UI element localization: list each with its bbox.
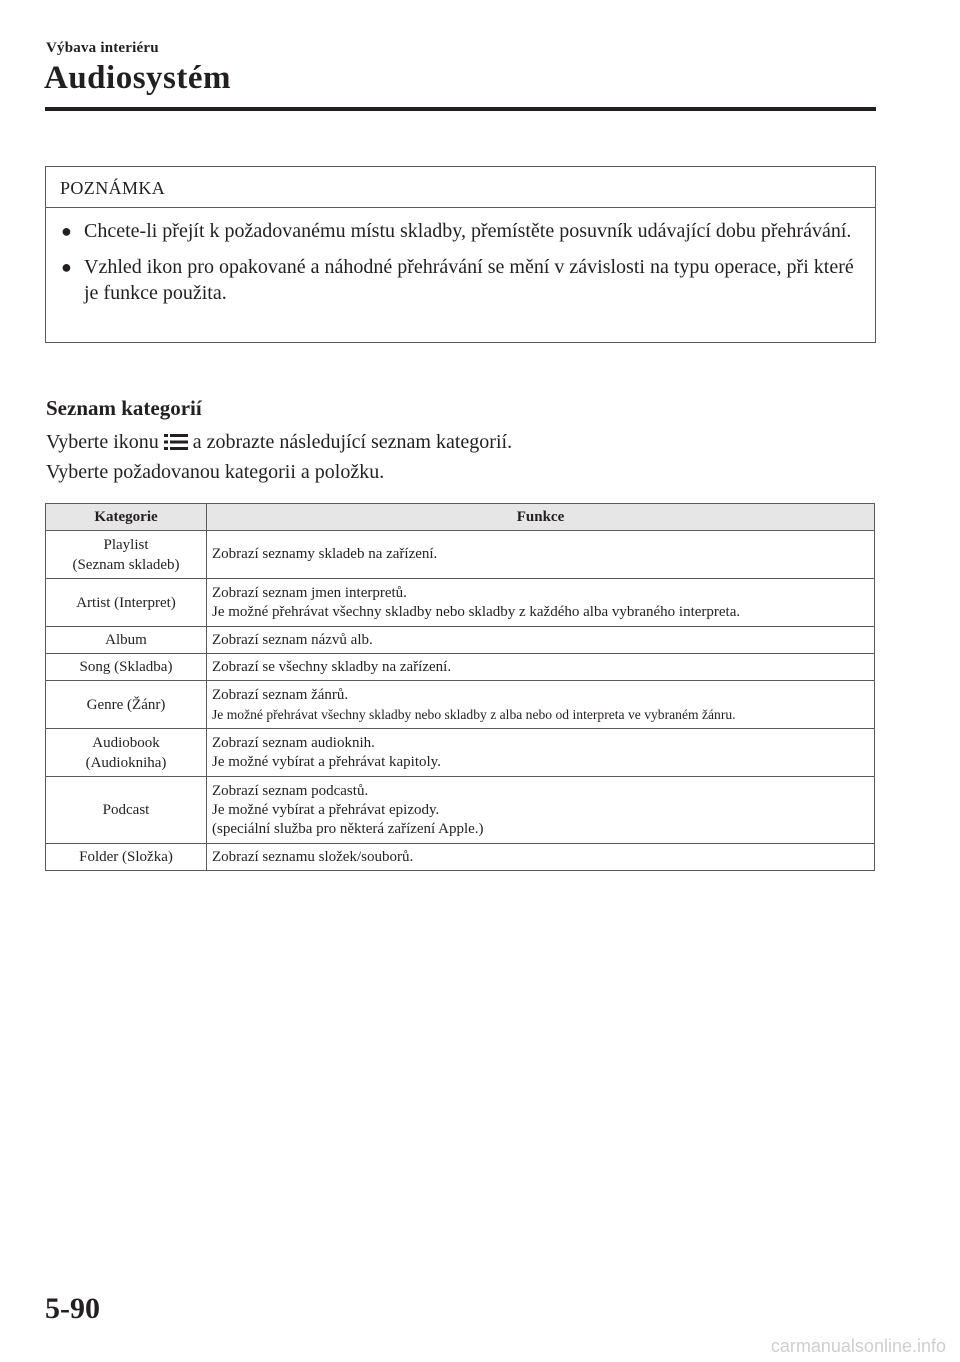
watermark: carmanualsonline.info xyxy=(770,1336,946,1356)
categories-intro xyxy=(46,429,866,486)
list-icon xyxy=(163,432,189,459)
note-item-text: Vzhled ikon pro opakované a náhodné přehrávání se mění v závislosti na typu operace, při které je funkce použita. xyxy=(84,256,854,304)
page-number: 5-90 xyxy=(45,1292,100,1325)
note-list xyxy=(46,218,875,306)
function-line: Zobrazí seznam audioknih. xyxy=(212,734,375,751)
function-cell xyxy=(207,844,875,871)
header-kategorie: Kategorie xyxy=(46,504,207,531)
category-line: Folder (Složka) xyxy=(79,849,173,865)
table-header-row xyxy=(46,504,875,531)
function-line: Je možné vybírat a přehrávat epizody. xyxy=(212,801,440,818)
category-line: Genre (Žánr) xyxy=(86,696,166,713)
category-line: Song (Skladba) xyxy=(79,659,173,675)
function-line: Zobrazí seznamu složek/souborů. xyxy=(212,848,414,865)
function-line: Je možné vybírat a přehrávat kapitoly. xyxy=(212,753,441,770)
intro-line-1 xyxy=(46,429,866,459)
intro-text-before-icon: Vyberte ikonu xyxy=(46,431,159,453)
table-row xyxy=(46,579,875,627)
note-header: POZNÁMKA xyxy=(46,167,875,208)
intro-line-2: Vyberte požadovanou kategorii a položku. xyxy=(46,461,385,483)
function-line: Zobrazí seznamy skladeb na zařízení. xyxy=(212,546,438,562)
note-item xyxy=(46,218,875,244)
category-line: (Seznam skladeb) xyxy=(72,556,180,573)
category-line: Audiobook xyxy=(92,734,160,751)
categories-table xyxy=(45,503,875,871)
function-line: Zobrazí seznam žánrů. xyxy=(212,686,349,703)
category-cell xyxy=(46,777,207,844)
function-cell xyxy=(207,777,875,844)
category-cell xyxy=(46,654,207,681)
table-row xyxy=(46,627,875,654)
category-line: Playlist xyxy=(103,536,149,553)
function-cell xyxy=(207,681,875,729)
function-line: Zobrazí seznam podcastů. xyxy=(212,782,369,799)
bullet-icon: ● xyxy=(61,257,72,277)
category-cell xyxy=(46,729,207,777)
category-cell xyxy=(46,681,207,729)
function-line: Zobrazí se všechny skladby na zařízení. xyxy=(212,658,452,675)
category-line: Podcast xyxy=(102,802,150,818)
table-row xyxy=(46,681,875,729)
note-item xyxy=(46,254,875,306)
categories-heading: Seznam kategorií xyxy=(46,396,202,420)
category-cell xyxy=(46,844,207,871)
table-row xyxy=(46,777,875,844)
category-line: Album xyxy=(105,632,147,648)
category-line: Artist (Interpret) xyxy=(76,594,176,611)
function-line: Je možné přehrávat všechny skladby nebo skladby z každého alba vybraného interpreta. xyxy=(212,603,741,620)
intro-text-after-icon: a zobrazte následující seznam kategorií. xyxy=(192,431,513,453)
function-line: Je možné přehrávat všechny skladby nebo skladby z alba nebo od interpreta ve vybraném žánru. xyxy=(212,706,736,722)
function-cell xyxy=(207,654,875,681)
category-cell xyxy=(46,531,207,579)
function-line: (speciální služba pro některá zařízení Apple.) xyxy=(212,820,484,837)
table-row xyxy=(46,654,875,681)
page-title: Audiosystém xyxy=(44,60,232,96)
function-cell xyxy=(207,531,875,579)
table-row xyxy=(46,531,875,579)
table-row xyxy=(46,729,875,777)
function-line: Zobrazí seznam jmen interpretů. xyxy=(212,584,407,601)
category-cell xyxy=(46,579,207,627)
function-cell xyxy=(207,579,875,627)
note-box xyxy=(45,166,876,343)
bullet-icon: ● xyxy=(61,221,72,241)
function-cell xyxy=(207,729,875,777)
function-cell xyxy=(207,627,875,654)
title-rule xyxy=(45,107,876,111)
header-funkce: Funkce xyxy=(207,504,875,531)
note-item-text: Chcete-li přejít k požadovanému místu skladby, přemístěte posuvník udávající dobu přehrávání. xyxy=(84,220,852,242)
category-cell xyxy=(46,627,207,654)
section-label: Výbava interiéru xyxy=(46,40,159,56)
table-row xyxy=(46,844,875,871)
category-line: (Audiokniha) xyxy=(85,754,167,771)
function-line: Zobrazí seznam názvů alb. xyxy=(212,631,373,648)
